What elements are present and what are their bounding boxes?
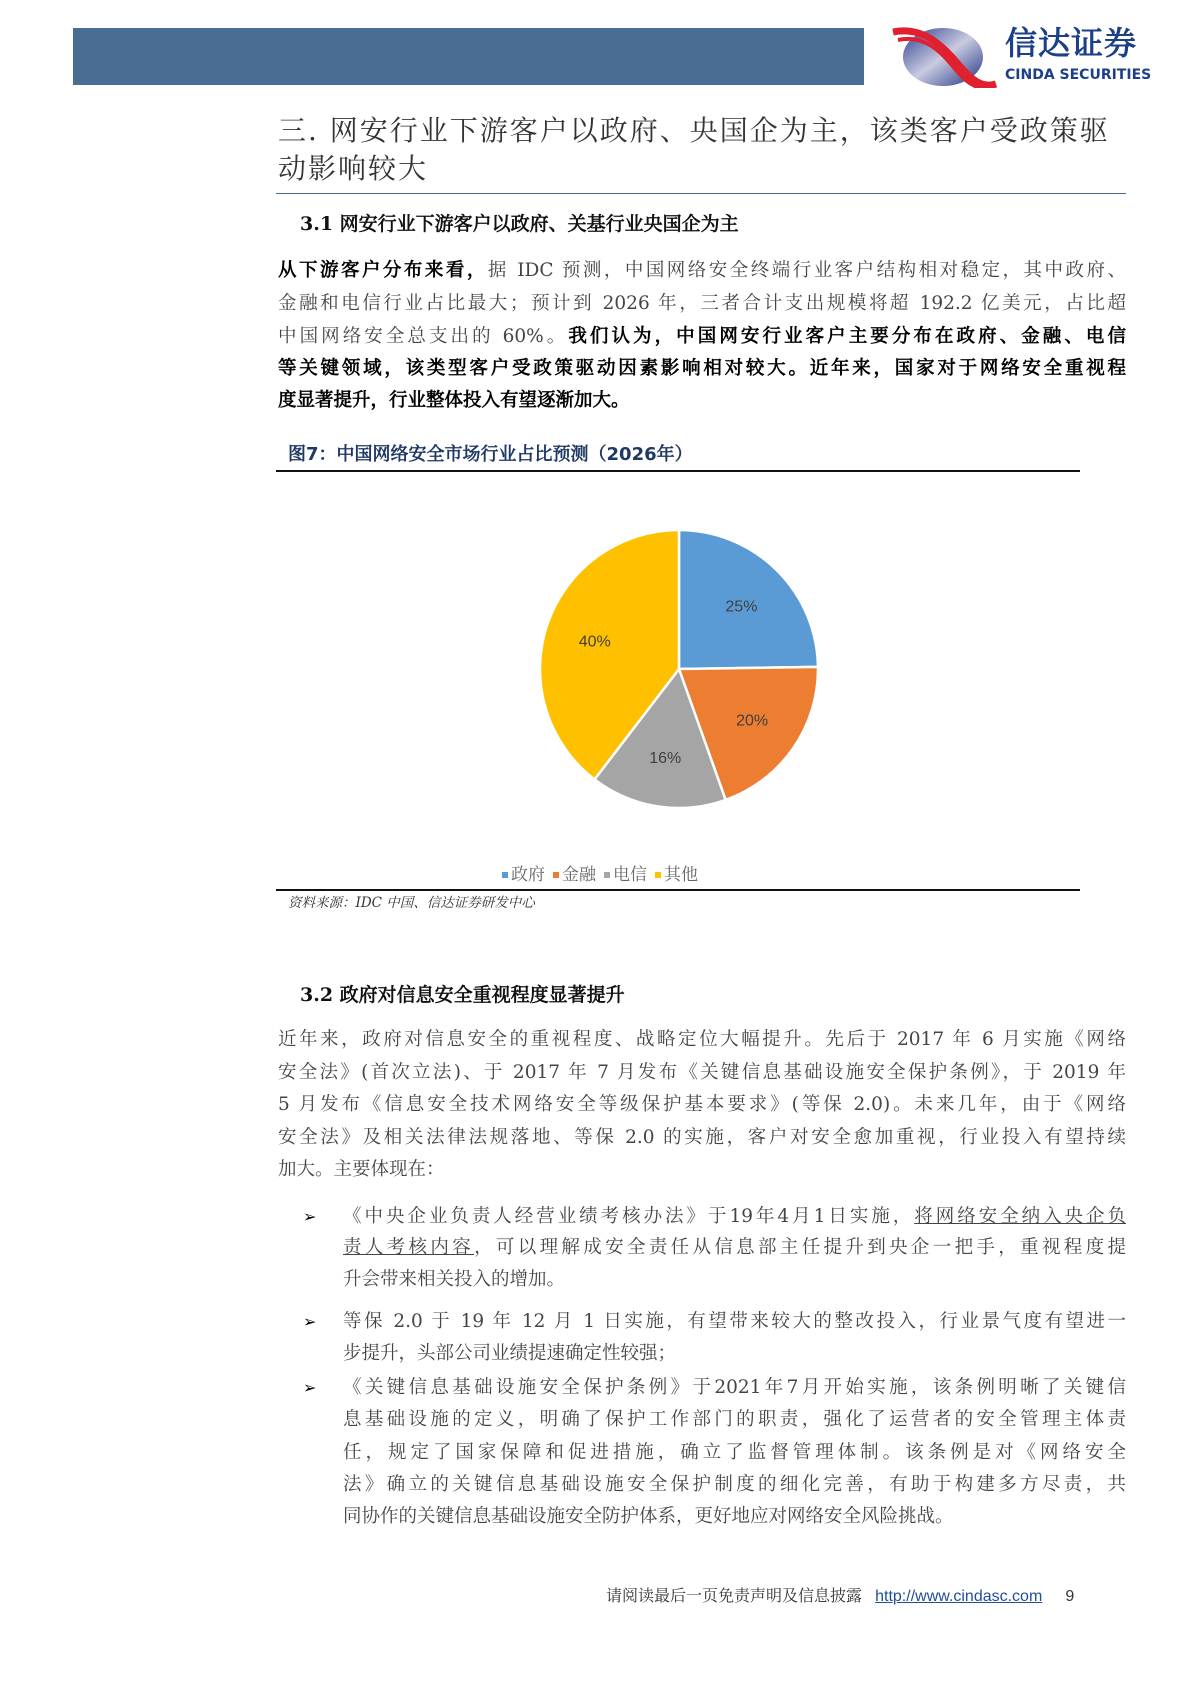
legend-item [604,865,647,885]
text-line [278,259,1126,283]
bold-text: 我们认为，中国网安行业客户主要分布在政府、金融、电信 [568,326,1126,347]
text-segment: 步提升，头部公司业绩提速确定性较强； [343,1343,677,1364]
legend-label: 金融 [562,865,596,885]
text-line [343,1376,1126,1400]
bold-text: 等关键领域，该类型客户受政策驱动因素影响相对较大。近年来，国家对于网络安全重视程 [278,358,1126,379]
text-segment: 安全法》(首次立法)、于 2017 年 7 月发布《关键信息基础设施安全保护条例》，于 2019 年 [278,1062,1126,1083]
figure-source: 资料来源：IDC 中国、信达证券研发中心 [288,895,535,911]
logo-text-cn: 信达证券 [1005,24,1138,62]
legend-swatch [604,872,610,878]
text-segment: 加大。主要体现在： [278,1159,445,1180]
legend-swatch [553,872,559,878]
text-segment: 同协作的关键信息基础设施安全防护体系，更好地应对网络安全风险挑战。 [343,1506,954,1527]
legend-item [553,865,596,885]
figure-bottom-rule [276,889,1080,891]
text-segment: 《关键信息基础设施安全保护条例》于2021年7月开始实施，该条例明晰了关键信 [343,1377,1126,1398]
legend-label: 政府 [511,865,545,885]
bullet-arrow-icon: ➢ [303,1207,317,1226]
logo-emblem-icon [888,26,998,88]
text-segment: 升会带来相关投入的增加。 [343,1269,566,1290]
text-line [343,1268,1126,1292]
legend-item [502,865,545,885]
underlined-text: 将网络安全纳入央企负 [914,1206,1126,1227]
page-number: 9 [1065,1588,1075,1605]
divider [276,193,1126,194]
text-segment: 《中央企业负责人经营业绩考核办法》于19年4月1日实施， [343,1206,915,1227]
text-segment: 法》确立的关键信息基础设施安全保护制度的细化完善，有助于构建多方尽责，共 [343,1474,1126,1495]
text-segment: 近年来，政府对信息安全的重视程度、战略定位大幅提升。先后于 2017 年 6 月实施《网络 [278,1029,1126,1050]
text-segment: 任，规定了国家保障和促进措施，确立了监督管理体制。该条例是对《网络安全 [343,1442,1126,1463]
legend-swatch [655,872,661,878]
text-line [278,325,1126,349]
underlined-text: 责人考核内容 [343,1237,475,1258]
cinda-logo [888,26,998,88]
figure-top-rule [276,470,1080,472]
text-line [343,1205,1126,1229]
footer-link[interactable]: http://www.cindasc.com [875,1588,1043,1605]
legend-label: 电信 [613,865,647,885]
text-segment: 安全法》及相关法律法规落地、等保 2.0 的实施，客户对安全愈加重视，行业投入有望持续 [278,1127,1126,1148]
pie-data-label: 16% [649,749,682,767]
header-bar [73,28,864,85]
text-segment: ，可以理解成安全责任从信息部主任提升到央企一把手，重视程度提 [474,1237,1126,1258]
text-segment: 等保 2.0 于 19 年 12 月 1 日实施，有望带来较大的整改投入，行业景气度有望进一 [343,1311,1126,1332]
text-line [278,357,1126,381]
pie-data-label: 20% [736,712,769,730]
bullet-arrow-icon: ➢ [303,1378,317,1397]
text-line [343,1408,1126,1432]
text-segment: 据 IDC 预测，中国网络安全终端行业客户结构相对稳定，其中政府、 [487,260,1126,281]
text-segment: 中国网络安全总支出的 60%。 [278,326,569,347]
text-line [278,1061,1126,1085]
pie-data-label: 40% [578,633,611,651]
footer-disclaimer: 请阅读最后一页免责声明及信息披露 [606,1586,863,1605]
section-title: 三. 网安行业下游客户以政府、央国企为主，该类客户受政策驱动影响较大 [278,114,1110,185]
text-segment: 息基础设施的定义，明确了保护工作部门的职责，强化了运营者的安全管理主体责 [343,1409,1126,1430]
text-segment: 金融和电信行业占比最大；预计到 2026 年，三者合计支出规模将超 192.2 亿美元，占比超 [278,293,1126,314]
text-line [343,1441,1126,1465]
text-line [278,1126,1126,1150]
footer [606,1585,1074,1608]
text-segment: 5 月发布《信息安全技术网络安全等级保护基本要求》(等保 2.0)。未来几年，由于《网络 [278,1094,1126,1115]
logo-text-en: CINDA SECURITIES [1005,67,1152,83]
text-line [343,1342,1126,1366]
bold-text: 从下游客户分布来看， [278,260,488,281]
text-line [278,292,1126,316]
figure-title: 图7：中国网络安全市场行业占比预测（2026年） [288,444,693,465]
text-line [278,389,1126,413]
pie-chart [276,480,1080,860]
subsection-title-3-2: 3.2 政府对信息安全重视程度显著提升 [300,984,625,1006]
text-line [278,1158,1126,1182]
pie-data-label: 25% [725,598,758,616]
bullet-arrow-icon: ➢ [303,1312,317,1331]
text-line [278,1093,1126,1117]
subsection-title-3-1: 3.1 网安行业下游客户以政府、关基行业央国企为主 [300,213,739,235]
legend-swatch [502,872,508,878]
chart-legend [0,864,1200,886]
text-line [343,1473,1126,1497]
text-line [343,1236,1126,1260]
text-line [343,1310,1126,1334]
legend-item [655,865,698,885]
text-line [343,1505,1126,1529]
bold-text: 度显著提升，行业整体投入有望逐渐加大。 [278,390,630,411]
text-line [278,1028,1126,1052]
legend-label: 其他 [664,865,698,885]
